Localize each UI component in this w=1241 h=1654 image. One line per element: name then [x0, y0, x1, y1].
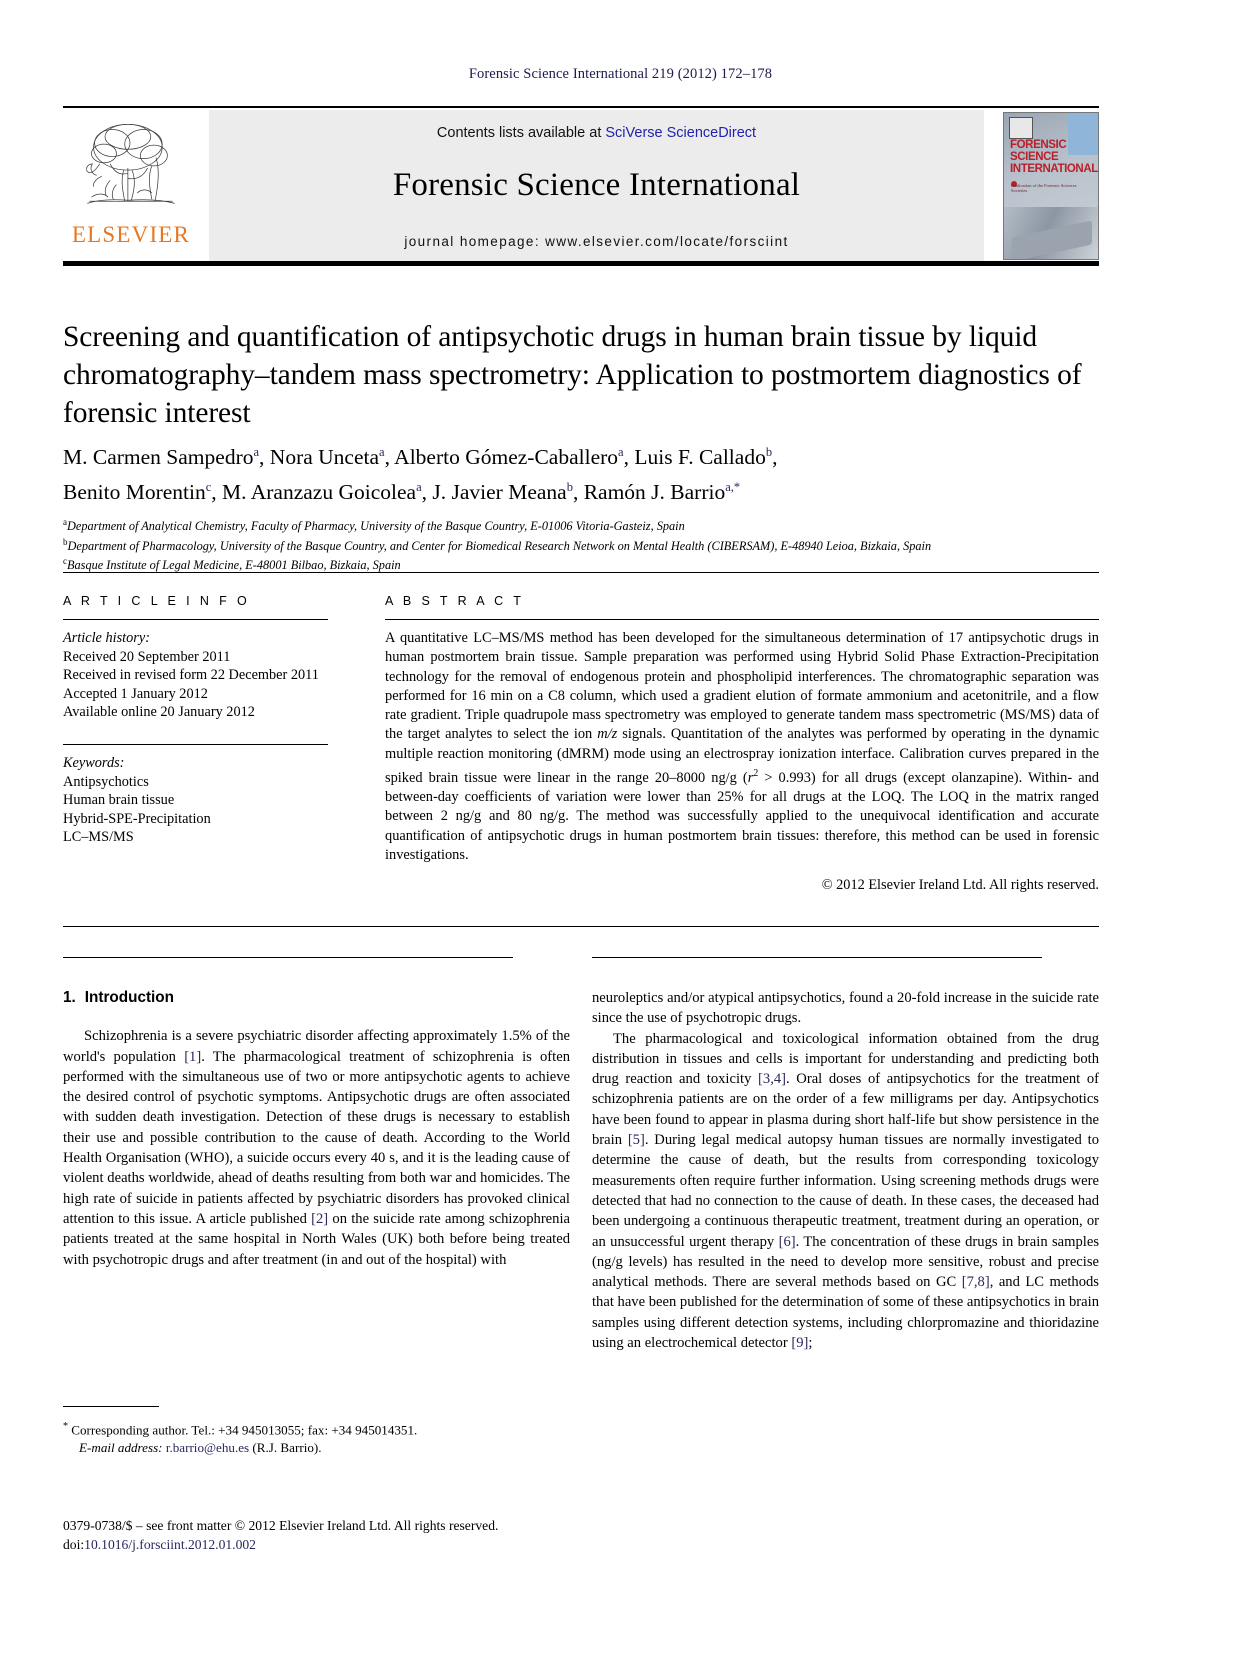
intro-paragraph-continued: neuroleptics and/or atypical antipsychotics, found a 20-fold increase in the suicide rate since the use of psychotropic drugs. — [592, 990, 1099, 1027]
footnote-corresponding-text: Corresponding author. Tel.: +34 945013055; fax: +34 945014351. — [71, 1422, 418, 1438]
masthead-center-panel — [209, 110, 984, 262]
citation-ref[interactable]: [7,8] — [961, 1274, 990, 1291]
issn-copyright-line: 0379-0738/$ – see front matter © 2012 Elsevier Ireland Ltd. All rights reserved. — [63, 1518, 499, 1533]
author-name: M. Aranzazu Goicolea — [222, 480, 417, 505]
section-title: Introduction — [84, 989, 174, 1006]
email-link[interactable]: r.barrio@ehu.es — [165, 1440, 250, 1456]
abstract-part-1: A quantitative LC–MS/MS method has been developed for the simultaneous determination of 17 antipsychotic drugs in human postmortem brain tissue. Sample preparation was performed using Hybrid Solid Phase Extraction-Precipitation technology for the removal of endogenous protein and phospholipid interferences. The chromatographic separation was performed for 16 min on a C8 column, which used a gradient elution of formate ammonium and acetonitrile, and a flow rate gradient. Triple quadrupole mass spectrometry was employed to generate tandem mass spectrometric (MS/MS) data of the target analytes to select the ion — [385, 630, 1099, 743]
author-affil-marker: b — [765, 445, 773, 459]
intro2-text-f: ; — [808, 1335, 813, 1352]
intro2-text-e: , and LC methods that have been published for the determination of some of these antipsychotics in brain samples using different detection systems, including chlorpromazine and thioridazine using an electrochemical detector — [592, 1274, 1099, 1352]
running-head: Forensic Science International 219 (2012) 172–178 — [468, 66, 773, 82]
right-column-rule — [592, 957, 1042, 958]
author-name: Ramón J. Barrio — [583, 480, 726, 505]
corresponding-author-footnote — [63, 1406, 570, 1457]
doi-link[interactable]: 10.1016/j.forsciint.2012.01.002 — [84, 1537, 256, 1552]
author-affil-marker: a,* — [725, 480, 741, 495]
band-bottom-rule — [63, 926, 1099, 927]
author-sep: , — [384, 445, 395, 470]
footnote-rule — [63, 1406, 159, 1407]
contents-available-line — [209, 110, 984, 141]
history-item: Accepted 1 January 2012 — [63, 685, 208, 702]
abstract-text — [385, 629, 1099, 865]
keyword-item: Antipsychotics — [63, 773, 149, 790]
author-sep: , — [259, 445, 270, 470]
cover-elsevier-logo-icon — [1009, 117, 1033, 139]
author-affil-marker: c — [205, 480, 212, 495]
email-label: E-mail address: — [79, 1440, 163, 1456]
citation-ref[interactable]: [6] — [778, 1233, 796, 1250]
info-abstract-band — [63, 572, 1099, 927]
citation-ref[interactable]: [2] — [311, 1210, 329, 1227]
journal-title: Forensic Science International — [392, 167, 801, 203]
intro2-text-d: . The concentration of these drugs in brain samples (ng/g levels) has resulted in the need to develop more sensitive, robust and precise analytical methods. There are several methods based on GC — [592, 1233, 1100, 1291]
affiliation-item — [63, 535, 1108, 555]
abstract-part-3: > 0.993) for all drugs (except olanzapine). Within- and between-day coefficients of variation were lower than 25% for all drugs at the LOQ. The LOQ in the matrix ranged between 2 ng/g and 80 ng/g. The method was successfully applied to the unequivocal identification and accurate quantification of antipsychotic drugs in human postmortem brain tissues: therefore, this method can be used in forensic investigations. — [385, 769, 1099, 864]
email-owner: (R.J. Barrio). — [252, 1440, 322, 1456]
info-spacer — [63, 722, 328, 744]
doi-label: doi: — [63, 1537, 85, 1552]
affiliation-text: Department of Analytical Chemistry, Faculty of Pharmacy, University of the Basque Country, E-01006 Vitoria-Gasteiz, Spain — [67, 519, 685, 534]
abstract-italic-mz: m/z — [597, 726, 618, 743]
affiliation-item — [63, 554, 1108, 574]
affiliation-marker: c — [63, 556, 67, 567]
history-item: Available online 20 January 2012 — [63, 704, 255, 721]
page-footer — [63, 1516, 623, 1554]
article-info-rule — [63, 619, 328, 620]
sciencedirect-link[interactable]: SciVerse ScienceDirect — [605, 125, 757, 141]
citation-ref[interactable]: [1] — [184, 1048, 202, 1065]
author-affil-marker: a — [416, 480, 422, 495]
footnote-corresponding-line — [63, 1418, 570, 1439]
abstract-copyright: © 2012 Elsevier Ireland Ltd. All rights reserved. — [821, 877, 1099, 894]
keyword-item: Human brain tissue — [63, 792, 175, 809]
citation-ref[interactable]: [3,4] — [758, 1071, 786, 1088]
intro-paragraph-1 — [63, 1026, 570, 1270]
intro2-text-a: The pharmacological and toxicological information obtained from the drug distribution in tissues and cells is important for understanding and predicting both drug reaction and toxicity — [592, 1030, 1099, 1088]
journal-cover-thumbnail — [1003, 112, 1099, 260]
intro-text-c: on the suicide rate among schizophrenia patients treated at the same hospital in North Wales (UK) both before being treated with psychotropic drugs and after treatment (in and out of the hospital) with — [63, 1210, 570, 1268]
keywords-rule — [63, 744, 328, 745]
intro2-text-b: . Oral doses of antipsychotics for the treatment of schizophrenia patients are on the order of a few milligrams per day. Antipsychotics have been found to appear in plasma during short half-life but show persistence in the brain — [592, 1071, 1099, 1149]
abstract-heading: A B S T R A C T — [385, 594, 525, 608]
page-title: Screening and quantification of antipsychotic drugs in human brain tissue by liquid chromatography–tandem mass spectrometry: Application to postmortem diagnostics of forensic interest — [63, 321, 1082, 429]
article-info-heading: A R T I C L E I N F O — [63, 594, 251, 608]
keyword-item: Hybrid-SPE-Precipitation — [63, 810, 211, 827]
section-heading-introduction — [63, 988, 570, 1008]
abstract-part-2: signals. Quantitation of the analytes was performed by operating in the dynamic multiple reaction monitoring (dMRM) mode using an electrospray ionization interface. Calibration curves prepared in the spiked brain tissue were linear in the range 20–8000 ng/g ( — [385, 726, 1099, 786]
cover-subtitle: Publication of the Forensic Sciences Societies — [1011, 183, 1077, 193]
masthead-bottom-rule — [63, 261, 1099, 266]
keywords-block — [63, 754, 328, 847]
article-info-column — [63, 594, 328, 847]
masthead-top-rule — [63, 106, 1099, 108]
author-sep: , — [572, 480, 584, 505]
author-name: Benito Morentin — [63, 480, 206, 505]
citation-ref[interactable]: [5] — [627, 1132, 645, 1149]
author-affil-marker: b — [566, 480, 573, 495]
footnote-marker: * — [63, 1421, 68, 1432]
cover-photo — [1004, 207, 1098, 259]
author-sep: , — [772, 445, 778, 470]
author-name: Nora Unceta — [269, 445, 380, 470]
author-list — [63, 437, 1103, 507]
affiliation-text: Basque Institute of Legal Medicine, E-48001 Bilbao, Bizkaia, Spain — [67, 558, 401, 573]
author-sep: , — [211, 480, 223, 505]
intro-text-a: Schizophrenia is a severe psychiatric disorder affecting approximately 1.5% of the world's population — [63, 1028, 570, 1065]
intro-text-b: . The pharmacological treatment of schizophrenia is often performed with the simultaneous use of two or more antipsychotic agents to achieve the desired control of psychotic symptoms. Antipsychotic drugs are often associated with sudden death investigation. Detection of these drugs is necessary to establish their use and possible contribution to the cause of death. According to the World Health Organisation (WHO), a suicide occurs every 40 s, and it is the leading cause of violent deaths worldwide, ahead of deaths resulting from both war and homicides. The high rate of suicide in patients affected by psychiatric disorders has provoked clinical attention to this issue. A article published — [63, 1048, 570, 1227]
citation-ref[interactable]: [9] — [791, 1335, 809, 1352]
history-item: Received 20 September 2011 — [63, 648, 231, 665]
body-column-left — [63, 988, 570, 1270]
article-history-label: Article history: — [63, 630, 150, 646]
author-name: Alberto Gómez-Caballero — [394, 445, 619, 470]
affiliation-marker: b — [63, 536, 68, 547]
keywords-label: Keywords: — [63, 754, 125, 771]
footnote-email-line — [63, 1439, 570, 1457]
journal-homepage[interactable]: journal homepage: www.elsevier.com/locate/forsciint — [404, 234, 789, 249]
doi-line — [63, 1535, 623, 1554]
cover-title: FORENSIC SCIENCE INTERNATIONAL — [1010, 139, 1098, 175]
intro-paragraph-2 — [592, 1029, 1099, 1354]
author-affil-marker: a — [618, 445, 624, 459]
author-name: M. Carmen Sampedro — [63, 445, 254, 470]
body-column-right — [592, 988, 1099, 1353]
journal-masthead — [63, 106, 1099, 266]
article-history-block — [63, 629, 328, 722]
elsevier-logo — [63, 112, 199, 262]
author-name: Luis F. Callado — [634, 445, 766, 470]
history-item: Received in revised form 22 December 2011 — [63, 667, 319, 684]
author-line-2 — [63, 472, 1103, 507]
affiliation-marker: a — [63, 517, 67, 527]
author-affil-marker: a — [253, 445, 260, 459]
author-name: J. Javier Meana — [432, 480, 567, 505]
elsevier-tree-icon — [77, 116, 185, 220]
abstract-column — [385, 594, 1099, 894]
section-number: 1. — [63, 989, 76, 1006]
intro2-text-c: . During legal medical autopsy human tissues are normally investigated to determine the cause of death, but the results from corresponding toxicology measurements often require further information. Using screening methods drugs were detected that had no connection to the cause of death. In these cases, the deceased had been undergoing a continuous therapeutic treatment, treatment during an operation, or an unsuccessful urgent therapy — [592, 1132, 1099, 1250]
elsevier-wordmark: ELSEVIER — [71, 222, 191, 247]
abstract-rule — [385, 619, 1099, 620]
abstract-superscript-2: 2 — [753, 768, 759, 780]
author-sep: , — [623, 445, 635, 470]
contents-prefix-text: Contents lists available at — [436, 125, 606, 141]
author-sep: , — [421, 480, 433, 505]
abstract-italic-r: r — [747, 769, 754, 786]
band-top-rule — [63, 572, 1099, 573]
left-column-rule — [63, 957, 513, 958]
affiliation-text: Department of Pharmacology, University of the Basque Country, and Center for Biomedical Research Network on Mental Health (CIBERSAM), E-48940 Leioa, Bizkaia, Spain — [67, 538, 932, 553]
affiliation-item — [63, 515, 1108, 535]
author-line-1 — [63, 437, 1103, 472]
author-affil-marker: a — [379, 445, 385, 459]
affiliation-list — [63, 515, 1108, 574]
keyword-item: LC–MS/MS — [63, 829, 134, 846]
